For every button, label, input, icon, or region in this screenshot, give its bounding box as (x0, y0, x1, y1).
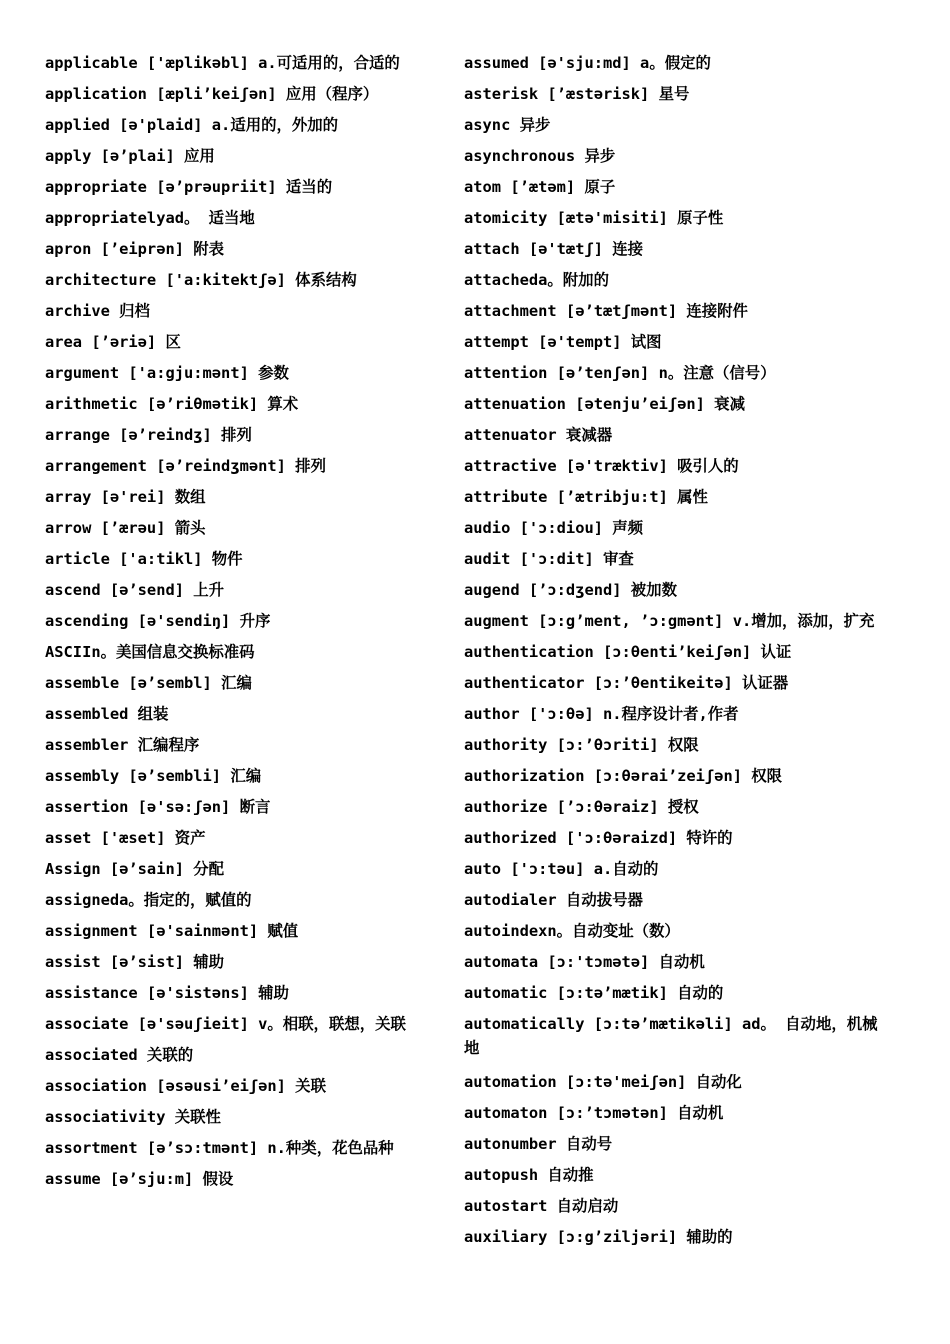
vocab-entry: assemble [ə’sembl] 汇编 (45, 674, 252, 692)
vocab-entry: associativity 关联性 (45, 1108, 221, 1126)
vocab-entry: associate [ə'səuʃieit] v。相联，联想，关联 (45, 1015, 406, 1033)
vocab-entry: automatically [ɔ:tə’mætikəli] ad。 自动地，机械地 (464, 1015, 878, 1057)
vocab-entry: authorize [’ɔ:θəraiz] 授权 (464, 798, 699, 816)
vocab-entry: assembled 组装 (45, 705, 169, 723)
vocab-entry: assigneda。指定的，赋值的 (45, 891, 252, 909)
vocab-entry: apron [’eiprən] 附表 (45, 240, 225, 258)
vocab-entry: assist [ə’sist] 辅助 (45, 953, 225, 971)
vocab-entry: attachment [ə’tætʃmənt] 连接附件 (464, 302, 748, 320)
vocab-entry: augend [’ɔ:dʒend] 被加数 (464, 581, 677, 599)
vocab-entry: application [æpli’keiʃən] 应用（程序） (45, 85, 379, 103)
vocab-entry: assignment [ə'sainmənt] 赋值 (45, 922, 299, 940)
vocab-entry: arithmetic [ə’riθmətik] 算术 (45, 395, 299, 413)
vocab-entry: autoindexn。自动变址（数） (464, 922, 680, 940)
vocab-entry: arrow [’ærəu] 箭头 (45, 519, 206, 537)
vocab-entry: authorization [ɔ:θərai’zeiʃən] 权限 (464, 767, 783, 785)
vocab-entry: attractive [ə'træktiv] 吸引人的 (464, 457, 739, 475)
vocab-entry: ascending [ə'sendiŋ] 升序 (45, 612, 271, 630)
vocab-entry: attenuator 衰减器 (464, 426, 613, 444)
vocab-entry: author ['ɔ:θə] n.程序设计者,作者 (464, 705, 739, 723)
vocab-entry: appropriatelyad。 适当地 (45, 209, 255, 227)
vocab-entry: assistance [ə'sistəns] 辅助 (45, 984, 289, 1002)
vocab-entry: association [əsəusi’eiʃən] 关联 (45, 1077, 326, 1095)
vocab-entry: assumed [ə'sju:md] a。假定的 (464, 54, 711, 72)
vocab-entry: article ['a:tikl] 物件 (45, 550, 243, 568)
vocab-entry: autostart 自动启动 (464, 1197, 619, 1215)
vocab-entry: Assign [ə’sain] 分配 (45, 860, 225, 878)
vocab-entry: asynchronous 异步 (464, 147, 616, 165)
left-column (45, 48, 445, 1195)
vocab-entry: atomicity [ætə'misiti] 原子性 (464, 209, 724, 227)
vocab-entry: automatic [ɔ:tə’mætik] 自动的 (464, 984, 724, 1002)
vocab-entry: auxiliary [ɔ:g’ziljəri] 辅助的 (464, 1228, 733, 1246)
vocab-entry: assertion [ə'sə:ʃən] 断言 (45, 798, 271, 816)
vocab-entry: appropriate [ə’prəupriit] 适当的 (45, 178, 333, 196)
vocab-entry: atom [’ætəm] 原子 (464, 178, 616, 196)
vocab-entry: attention [ə’tenʃən] n。注意（信号） (464, 364, 776, 382)
vocab-entry: automation [ɔ:tə'meiʃən] 自动化 (464, 1073, 742, 1091)
vocab-entry: automata [ɔ:'tɔmətə] 自动机 (464, 953, 705, 971)
vocab-entry: assembly [ə’sembli] 汇编 (45, 767, 262, 785)
vocab-entry: augment [ɔ:g’ment, ’ɔ:gmənt] v.增加，添加，扩充 (464, 612, 875, 630)
vocab-entry: arrangement [ə’reindʒmənt] 排列 (45, 457, 326, 475)
vocab-entry: attacheda。附加的 (464, 271, 609, 289)
vocab-entry: arrange [ə’reindʒ] 排列 (45, 426, 252, 444)
vocab-entry: argument ['a:gju:mənt] 参数 (45, 364, 289, 382)
vocab-entry: attribute [’ætribju:t] 属性 (464, 488, 708, 506)
vocab-entry: ascend [ə’send] 上升 (45, 581, 225, 599)
vocab-entry: assortment [ə’sɔ:tmənt] n.种类，花色品种 (45, 1139, 394, 1157)
vocab-entry: asterisk [’æstərisk] 星号 (464, 85, 690, 103)
vocab-entry: ASCIIn。美国信息交换标准码 (45, 643, 255, 661)
vocab-entry: auto ['ɔ:təu] a.自动的 (464, 860, 659, 878)
vocab-entry: authority [ɔ:’θɔriti] 权限 (464, 736, 699, 754)
vocab-entry: authentication [ɔ:θenti’keiʃən] 认证 (464, 643, 792, 661)
vocab-entry: audio ['ɔ:diou] 声频 (464, 519, 644, 537)
vocab-entry: attenuation [ətenju’eiʃən] 衰减 (464, 395, 745, 413)
vocab-entry: attach [ə'tætʃ] 连接 (464, 240, 644, 258)
vocab-entry: authenticator [ɔ:’θentikeitə] 认证器 (464, 674, 789, 692)
vocab-entry: architecture ['a:kitektʃə] 体系结构 (45, 271, 357, 289)
vocab-entry: asset ['æset] 资产 (45, 829, 206, 847)
right-column (464, 48, 884, 1253)
vocab-entry: associated 关联的 (45, 1046, 194, 1064)
vocab-entry: audit ['ɔ:dit] 审查 (464, 550, 634, 568)
vocab-entry: array [ə'rei] 数组 (45, 488, 206, 506)
vocab-entry: autodialer 自动拔号器 (464, 891, 643, 909)
vocab-entry: area [’əriə] 区 (45, 333, 181, 351)
vocab-entry: attempt [ə'tempt] 试图 (464, 333, 662, 351)
vocab-entry: authorized ['ɔ:θəraizd] 特许的 (464, 829, 733, 847)
vocab-entry: assume [ə’sju:m] 假设 (45, 1170, 234, 1188)
vocab-entry: archive 归档 (45, 302, 150, 320)
vocab-entry: assembler 汇编程序 (45, 736, 200, 754)
vocab-entry: autopush 自动推 (464, 1166, 594, 1184)
vocab-entry: applicable ['æplikəbl] a.可适用的，合适的 (45, 54, 400, 72)
vocab-entry: apply [ə’plai] 应用 (45, 147, 215, 165)
vocab-entry: async 异步 (464, 116, 551, 134)
vocab-entry: applied [ə'plaid] a.适用的，外加的 (45, 116, 339, 134)
vocab-entry: automaton [ɔ:’tɔmətən] 自动机 (464, 1104, 724, 1122)
vocab-entry: autonumber 自动号 (464, 1135, 613, 1153)
